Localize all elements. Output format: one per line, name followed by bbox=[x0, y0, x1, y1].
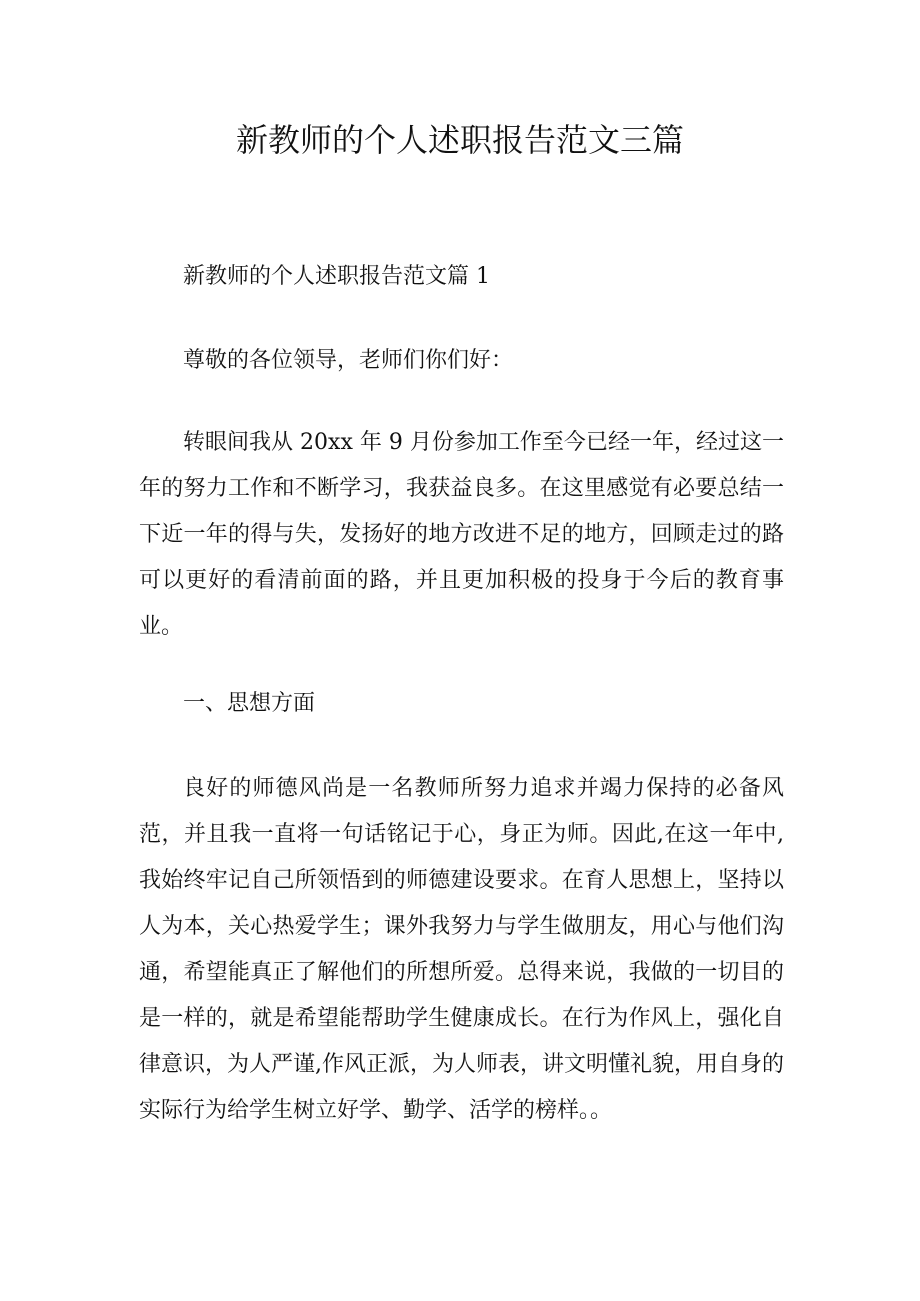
section-heading-thought: 一、思想方面 bbox=[183, 691, 316, 716]
document-title: 新教师的个人述职报告范文三篇 bbox=[235, 121, 684, 159]
section-title: 新教师的个人述职报告范文篇 1 bbox=[183, 264, 490, 289]
ethics-paragraph: 良好的师德风尚是一名教师所努力追求并竭力保持的必备风范，并且我一直将一句话铭记于心，身正为师。因此,在这一年中,我始终牢记自己所领悟到的师德建设要求。在育人思想上，坚持以人为本，关心热爱学生；课外我努力与学生做朋友，用心与他们沟通，希望能真正了解他们的所想所爱。总得来说，我做的一切目的是一样的，就是希望能帮助学生健康成长。在行为作风上，强化自律意识，为人严谨,作风正派，为人师表，讲文明懂礼貌，用自身的实际行为给学生树立好学、勤学、活学的榜样。。 bbox=[139, 776, 784, 1123]
intro-paragraph: 转眼间我从 20xx 年 9 月份参加工作至今已经一年，经过这一年的努力工作和不断学习，我获益良多。在这里感觉有必要总结一下近一年的得与失，发扬好的地方改进不足的地方，回顾走过的路可以更好的看清前面的路，并且更加积极的投身于今后的教育事业。 bbox=[139, 430, 784, 639]
greeting-paragraph: 尊敬的各位领导，老师们你们好： bbox=[183, 348, 514, 373]
